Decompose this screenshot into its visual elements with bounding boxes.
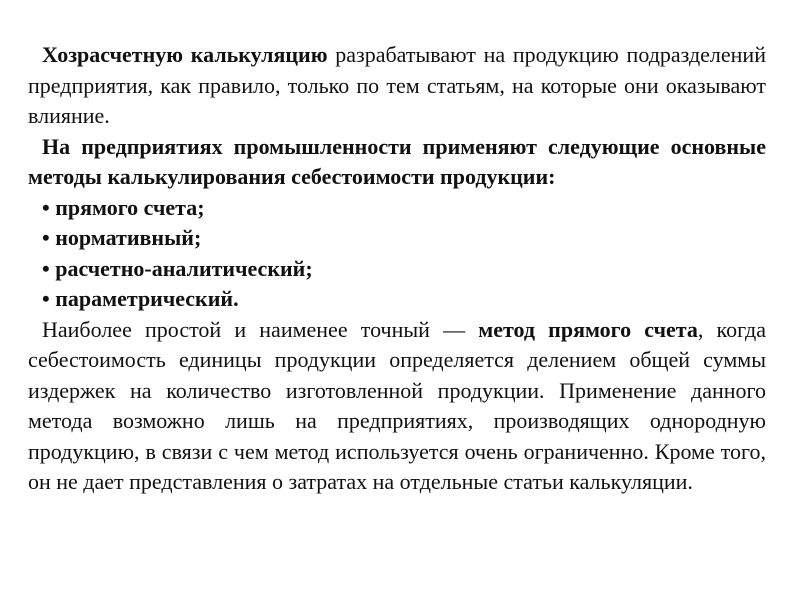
- paragraph-direct-count-method: [28, 315, 766, 498]
- paragraph-self-financing-costing: [28, 40, 766, 132]
- paragraph3-text: , когда себестоимость единицы продукции определяется делением общей суммы издержек на количество изготовленной продукции. Применение данного метода возможно лишь на предприятиях, производящих однородную продукцию, в связи с чем метод используется очень ограниченно. Кроме того, он не дает представления о затратах на отдельные статьи калькуляции.: [28, 316, 766, 494]
- list-item: • расчетно-аналитический;: [42, 255, 313, 281]
- list-item: • нормативный;: [42, 225, 202, 250]
- paragraph1-text: разрабатывают на продукцию подразделений предприятия, как правило, только по тем статьям, на которые они оказывают влияние.: [28, 42, 766, 128]
- list-item: • параметрический.: [42, 286, 239, 311]
- methods-list: [28, 193, 766, 315]
- slide-text-body: [28, 40, 766, 498]
- paragraph3-lead: Наиболее простой и наименее точный —: [42, 316, 479, 342]
- paragraph-methods-intro: На предприятиях промышленности применяют следующие основные методы калькулирования себестоимости продукции:: [28, 133, 766, 189]
- term-direct-count-method: метод прямого счета: [478, 316, 698, 342]
- list-item: • прямого счета;: [42, 194, 205, 220]
- term-self-financing-costing: Хозрасчетную калькуляцию: [42, 42, 328, 67]
